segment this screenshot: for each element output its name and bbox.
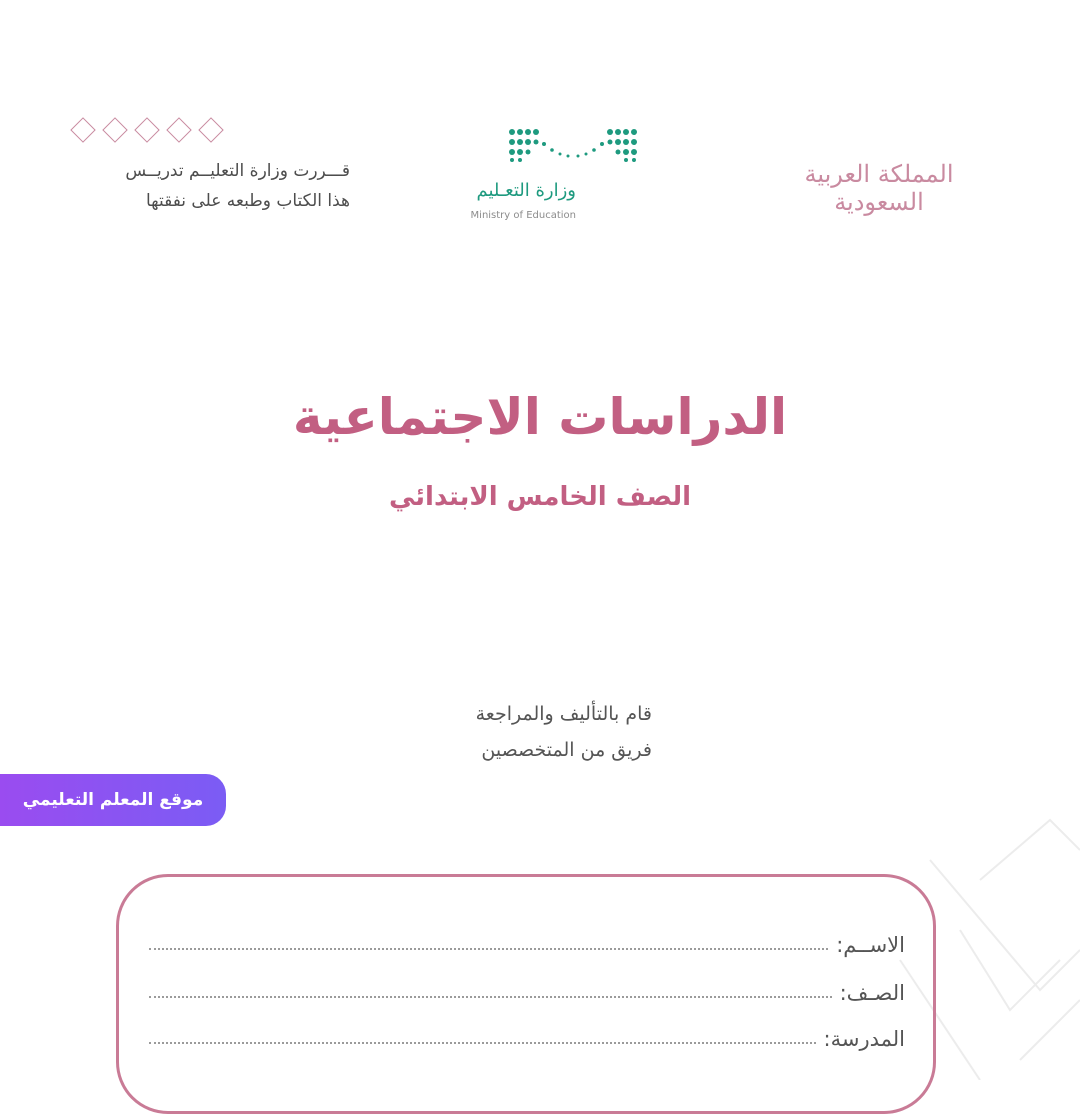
authors-line-1: قام بالتأليف والمراجعة [475, 703, 652, 725]
book-grade: الصف الخامس الابتدائي [388, 482, 692, 512]
ministry-name-english: Ministry of Education [470, 210, 576, 221]
student-name-row [149, 921, 905, 957]
student-school-field[interactable] [149, 1042, 816, 1044]
authors-credit [380, 696, 652, 768]
diamond-icon [166, 117, 191, 142]
kingdom-calligraphy: المملكة العربية السعودية [804, 160, 954, 216]
diamond-ornament-row [70, 118, 350, 142]
ministry-of-education-logo [444, 124, 644, 234]
diamond-icon [198, 117, 223, 142]
student-info-box [116, 874, 936, 1114]
diamond-icon [70, 117, 95, 142]
ministry-name-arabic: وزارة التعـليم [476, 180, 576, 201]
book-title: الدراسات الاجتماعية [292, 388, 788, 446]
student-grade-row [149, 969, 905, 1005]
student-grade-label: الصـف: [839, 981, 905, 1005]
site-watermark-badge[interactable]: موقع المعلم التعليمي [0, 774, 226, 826]
student-grade-field[interactable] [149, 996, 832, 998]
ministry-approval-block [70, 118, 350, 216]
authors-line-2: فريق من المتخصصين [481, 739, 652, 761]
diamond-icon [134, 117, 159, 142]
student-school-row [149, 1015, 905, 1051]
approval-line-2: هذا الكتاب وطبعه على نفقتها [145, 191, 350, 211]
moe-dots-icon [504, 124, 704, 174]
student-name-label: الاســم: [836, 933, 905, 957]
student-school-label: المدرسة: [823, 1027, 905, 1051]
approval-line-1: قـــررت وزارة التعليــم تدريــس [125, 161, 350, 181]
student-name-field[interactable] [149, 948, 828, 950]
diamond-icon [102, 117, 127, 142]
